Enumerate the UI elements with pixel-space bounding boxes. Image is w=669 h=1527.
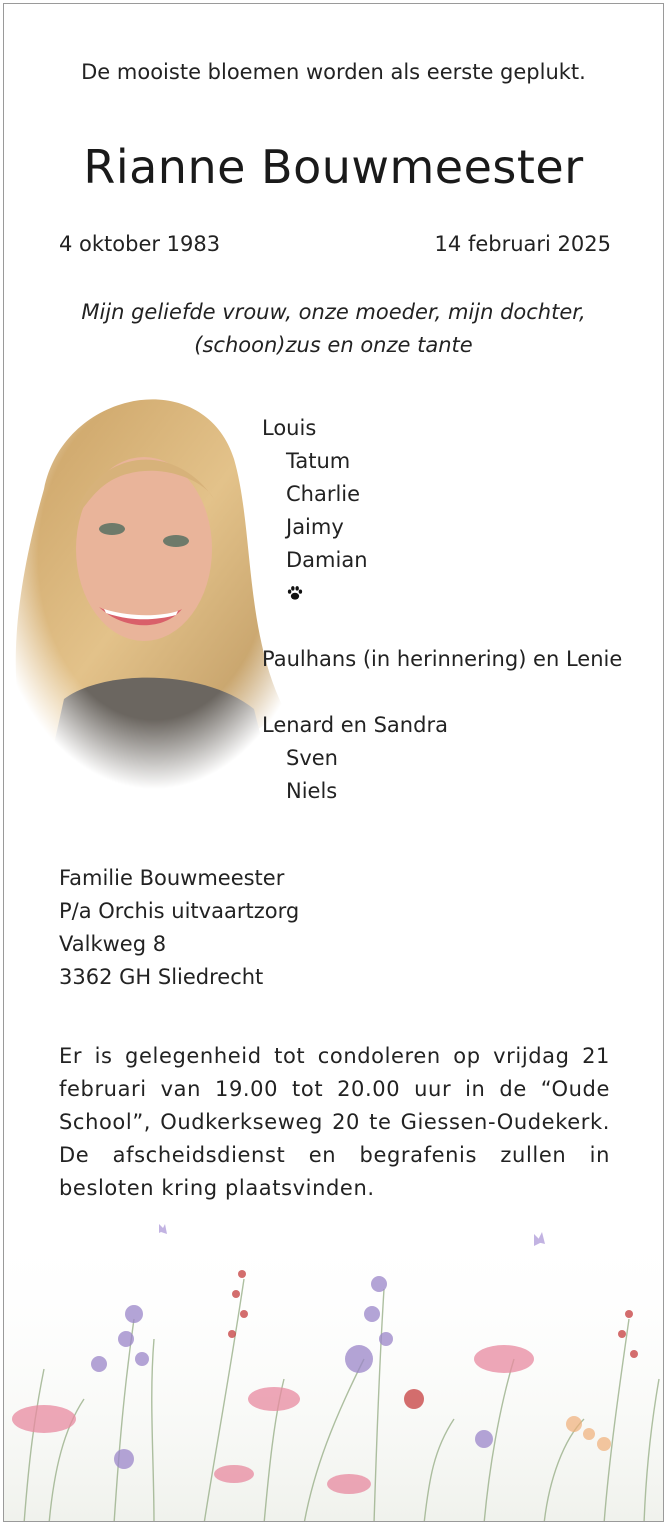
birth-date: 4 oktober 1983	[59, 232, 221, 256]
condolence-notice: Er is gelegenheid tot condoleren op vrijdag 21 februari van 19.00 tot 20.00 uur in de “Oude School”, Oudkerkseweg 20 te Giessen-Oudekerk. De afscheidsdienst en begrafenis zullen in besloten kring plaatsvinden.	[59, 1044, 610, 1200]
address-line: Familie Bouwmeester	[59, 866, 285, 890]
sibling-names: Lenard en Sandra	[262, 713, 448, 737]
correspondence-address	[59, 862, 299, 994]
nephew-name: Niels	[286, 779, 338, 803]
relation-text	[4, 296, 663, 362]
address-line: P/a Orchis uitvaartzorg	[59, 899, 300, 923]
funeral-notice-card	[3, 3, 664, 1522]
address-line: Valkweg 8	[59, 932, 167, 956]
deceased-name: Rianne Bouwmeester	[83, 140, 584, 194]
wildflower-illustration	[4, 1219, 664, 1522]
child-name: Damian	[286, 548, 368, 572]
child-name: Jaimy	[286, 515, 344, 539]
death-date: 14 februari 2025	[434, 232, 611, 256]
family-list	[262, 412, 622, 808]
child-name: Charlie	[286, 482, 361, 506]
address-line: 3362 GH Sliedrecht	[59, 965, 264, 989]
relation-line-1: Mijn geliefde vrouw, onze moeder, mijn dochter,	[81, 300, 586, 324]
partner-name: Louis	[262, 416, 317, 440]
pet-row	[262, 577, 622, 610]
paw-icon	[286, 584, 304, 602]
child-name: Tatum	[286, 449, 351, 473]
portrait-photo	[4, 369, 304, 789]
parents-names: Paulhans (in herinnering) en Lenie	[262, 647, 623, 671]
relation-line-2: (schoon)zus en onze tante	[194, 333, 473, 357]
motto-text: De mooiste bloemen worden als eerste geplukt.	[81, 60, 586, 84]
nephew-name: Sven	[286, 746, 338, 770]
